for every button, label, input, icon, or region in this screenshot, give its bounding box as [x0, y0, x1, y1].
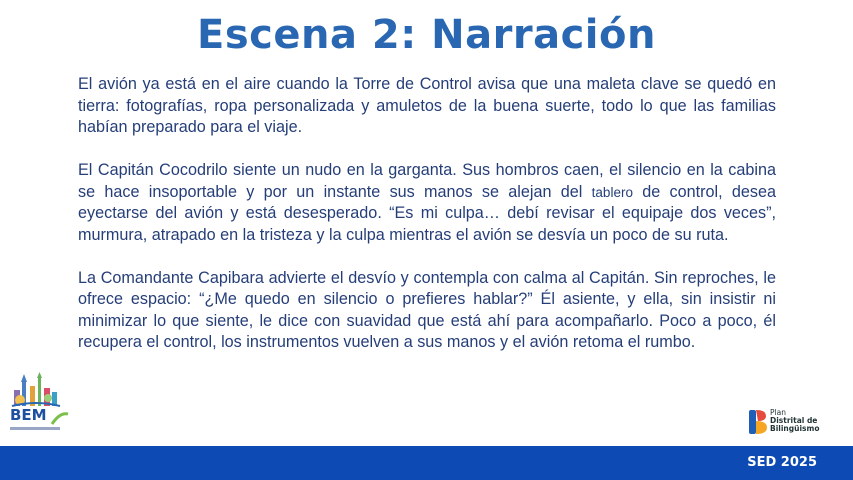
slide-title: Escena 2: Narración — [197, 12, 656, 58]
paragraph-3: La Comandante Capibara advierte el desvío y contempla con calma al Capitán. Sin reproches, le ofrece espacio: “¿Me quedo en silencio o prefieres hablar?” Él asiente, y ella, sin insistir ni minimizar lo que siente, le dice con suavidad que está ahí para acompañarlo. Poco a poco, él recupera el control, los instrumentos vuelven a sus manos y el avión retoma el rumbo. — [78, 268, 776, 351]
plan-b-icon — [748, 408, 768, 436]
bem-swoosh-icon — [50, 408, 70, 428]
paragraph-2-part-b: de control, desea eyectarse del avión y está desesperado. “Es mi culpa… debí revisar el equipaje dos veces”, murmura, atrapado en la tristeza y la culpa mientras el avión se desvía un poco de su ruta. — [78, 182, 776, 244]
bem-logo-tagline — [10, 427, 60, 430]
bem-logo — [8, 372, 74, 438]
plan-line-3: Bilingüismo — [770, 424, 820, 433]
plan-bilinguismo-text — [770, 409, 819, 433]
bem-logo-text: BEM — [10, 406, 47, 424]
plan-line-2: Distrital de — [770, 416, 818, 425]
footer-bar — [0, 446, 853, 480]
paragraph-2-part-a: El Capitán Cocodrilo siente un nudo en la garganta. Sus hombros caen, el silencio en la cabina se hace insoportable y por un instante sus manos se alejan del — [78, 161, 776, 201]
narration-body — [78, 74, 776, 375]
footer-label: SED 2025 — [747, 455, 817, 470]
plan-line-1: Plan — [770, 408, 786, 417]
paragraph-2-small-word: tablero — [591, 184, 633, 200]
plan-bilinguismo-logo — [748, 408, 828, 436]
paragraph-2 — [78, 160, 776, 246]
paragraph-1: El avión ya está en el aire cuando la Torre de Control avisa que una maleta clave se quedó en tierra: fotografías, ropa personalizada y amuletos de la buena suerte, todo lo que las familias habían preparado para el viaje. — [78, 75, 776, 136]
